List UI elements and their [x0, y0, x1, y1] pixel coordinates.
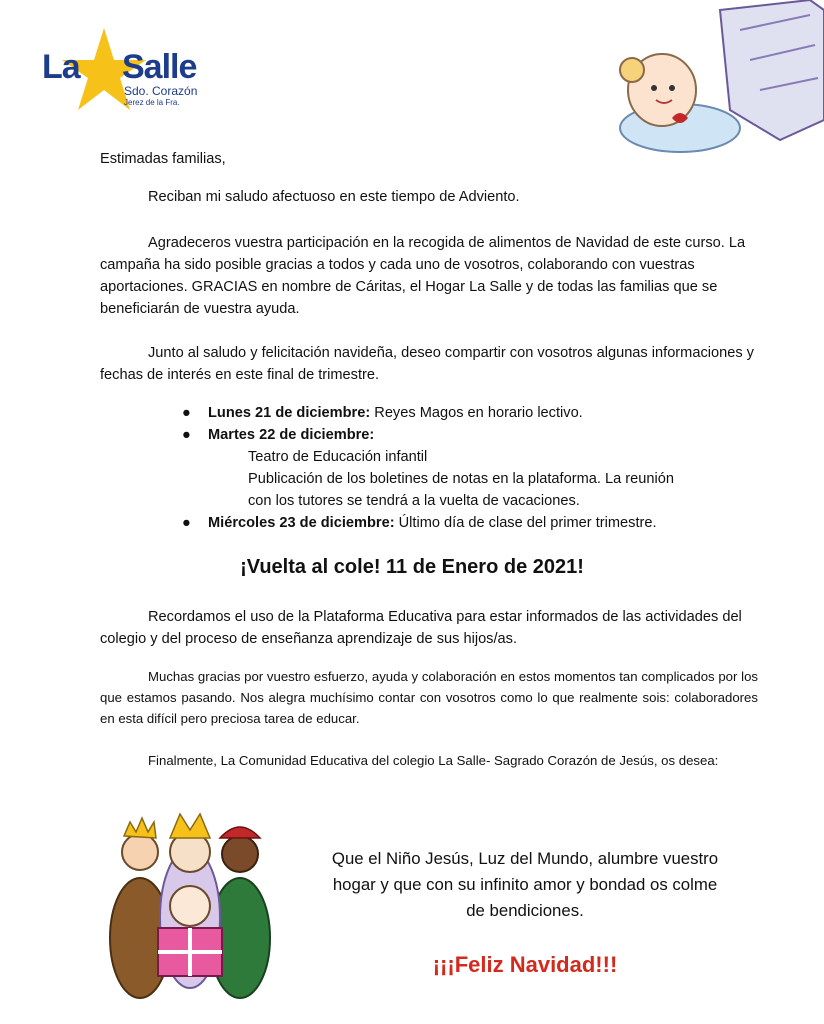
paragraph-final: Finalmente, La Comunidad Educativa del colegio La Salle- Sagrado Corazón de Jesús, os desea:: [148, 753, 719, 768]
bullet-icon: ●: [182, 427, 191, 443]
angel-illustration: [610, 0, 824, 160]
date-label: Miércoles 23 de diciembre:: [208, 515, 395, 531]
logo-subtitle: Sdo. Corazón: [124, 84, 198, 98]
date-label: Lunes 21 de diciembre:: [208, 405, 371, 421]
paragraph-advent: Reciban mi saludo afectuoso en este tiempo de Adviento.: [148, 189, 520, 205]
bullet-icon: ●: [182, 515, 191, 531]
paragraph-platform: Recordamos el uso de la Plataforma Educativa para estar informados de las actividades del colegio y del proceso de enseñanza aprendizaje de sus hijos/as.: [100, 609, 742, 647]
paragraph-food-drive: Agradeceros vuestra participación en la recogida de alimentos de Navidad de este curso. La campaña ha sido posible gracias a todos y cada uno de vosotros, colaborando con vuestras aportaciones. GRACIAS en nombre de Cáritas, el Hogar La Salle y de todas las familias que se beneficiarán de vuestra ayuda.: [100, 235, 746, 317]
date-text: Último día de clase del primer trimestre.: [394, 515, 657, 531]
back-to-school-heading: ¡Vuelta al cole! 11 de Enero de 2021!: [240, 556, 584, 578]
feliz-navidad: ¡¡¡Feliz Navidad!!!: [432, 952, 618, 977]
logo-name-la: La: [42, 48, 80, 86]
blessing-line: de bendiciones.: [466, 901, 584, 920]
list-item: [180, 402, 760, 424]
tuesday-line: con los tutores se tendrá a la vuelta de vacaciones.: [248, 493, 580, 509]
three-kings-illustration: [100, 808, 280, 1008]
blessing-line: Que el Niño Jesús, Luz del Mundo, alumbre vuestro: [331, 849, 719, 868]
blessing-line: hogar y que con su infinito amor y bondad os colme: [332, 875, 718, 894]
tuesday-line: Teatro de Educación infantil: [248, 449, 428, 465]
paragraph-dates-intro: Junto al saludo y felicitación navideña, deseo compartir con vosotros algunas informaciones y fechas de interés en este final de trimestre.: [100, 345, 754, 383]
christmas-blessing: [290, 846, 760, 924]
logo-name-salle: Salle: [122, 48, 197, 86]
date-label: Martes 22 de diciembre:: [208, 427, 375, 443]
logo-location: Jerez de la Fra.: [124, 98, 180, 107]
tuesday-line: Publicación de los boletines de notas en la plataforma. La reunión: [248, 471, 674, 487]
la-salle-logo: [42, 26, 232, 136]
greeting: Estimadas familias,: [100, 151, 226, 167]
list-item: [180, 424, 760, 446]
date-text: Reyes Magos en horario lectivo.: [370, 405, 583, 421]
dates-list: [180, 402, 760, 534]
bullet-icon: ●: [182, 405, 191, 421]
paragraph-thanks: Muchas gracias por vuestro esfuerzo, ayuda y colaboración en estos momentos tan complicados por los que estamos pasando. Nos alegra muchísimo contar con vosotros como lo que realmente sois: colaboradores en esta difícil pero preciosa tarea de educar.: [100, 669, 758, 726]
list-item: [180, 512, 760, 534]
